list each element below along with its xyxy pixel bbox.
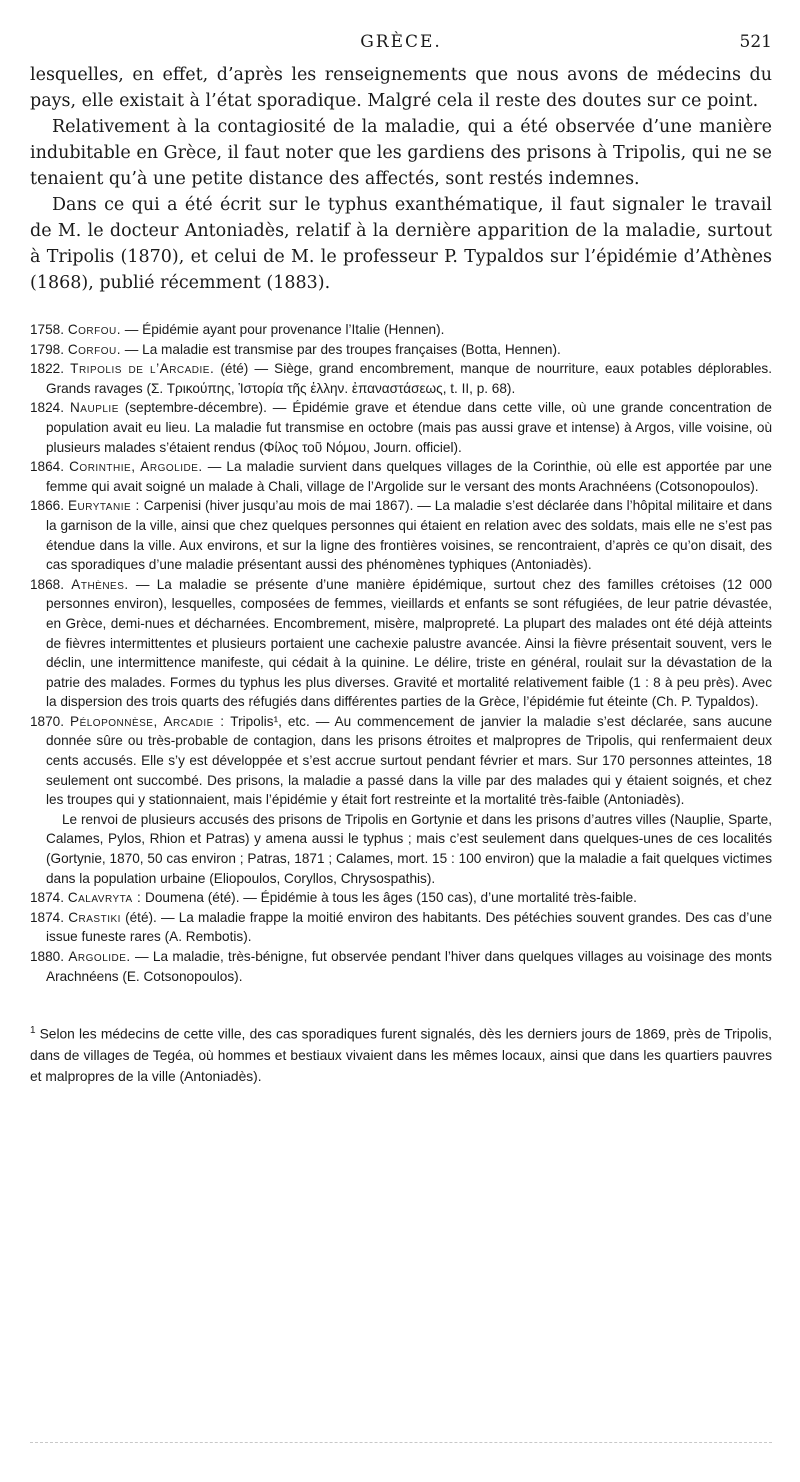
- page: [30, 28, 772, 1087]
- chronology-list: [30, 320, 772, 986]
- entry-place: Calavryta :: [67, 890, 142, 906]
- page-number: 521: [739, 32, 772, 52]
- entry-text: — La maladie, très-bénigne, fut observée pendant l’hiver dans quelques villages au voisinage des monts Arachnéens (E. Cotsonopoulos).: [46, 949, 772, 984]
- intro-paragraph: Relativement à la contagiosité de la maladie, qui a été observée d’une manière indubitable en Grèce, il faut noter que les gardiens des prisons à Tripolis, qui ne se tenaient qu’à une petite distance des affectés, sont restés indemnes.: [30, 117, 772, 189]
- chronology-continuation: Le renvoi de plusieurs accusés des prisons de Tripolis en Gortynie et dans les prisons d’autres villes (Nauplie, Sparte, Calames, Pylos, Rhion et Patras) y amena aussi le typhus ; mais c’est seulement dans quelques-unes de ces localités (Gortynie, 1870, 50 cas environ ; Patras, 1871 ; Calames, mort. 15 : 100 environ) que la maladie a fait quelques victimes dans la population urbaine (Eliopoulos, Coryllos, Chrysospathis).: [46, 811, 772, 886]
- footnote-mark: 1: [30, 1025, 36, 1037]
- entry-place: Corinthie, Argolide.: [69, 459, 203, 475]
- entry-year: 1880.: [30, 949, 65, 964]
- entry-year: 1874.: [30, 890, 65, 906]
- entry-year: 1864.: [30, 459, 65, 475]
- bottom-divider: [30, 1442, 772, 1443]
- entry-year: 1868.: [30, 576, 65, 592]
- entry-year: 1824.: [30, 400, 65, 416]
- entry-place: Corfou.: [67, 341, 122, 357]
- entry-place: Péloponnèse, Arcadie :: [70, 713, 225, 729]
- chronology-entry: [30, 908, 772, 947]
- chronology-entry: [30, 398, 772, 457]
- chronology-entry: [30, 496, 772, 574]
- chronology-entry: [30, 340, 772, 360]
- entry-year: 1798.: [30, 341, 65, 357]
- entry-place: Athènes.: [71, 576, 129, 592]
- entry-text: Doumena (été). — Épidémie à tous les âges (150 cas), d’une mortalité très-faible.: [141, 890, 637, 906]
- chronology-entry: [30, 888, 772, 908]
- intro-text: [30, 62, 772, 296]
- entry-text: Carpenisi (hiver jusqu’au mois de mai 1867). — La maladie s’est déclarée dans l’hôpital militaire et dans la garnison de la ville, ainsi que chez quelques personnes qui étaient en relation avec des soldats, mais elle ne s’est pas étendue dans la ville. Aux environs, et sur la ligne des frontières voisines, se rencontraient, d’après ce qu’on disait, des cas sporadiques d’une maladie présentant aussi des phénomènes typhiques (Antoniadès).: [46, 498, 772, 573]
- chronology-entry: [30, 712, 772, 810]
- chronology-entry: [30, 575, 772, 712]
- chronology-entry: [30, 457, 772, 496]
- entry-text: — La maladie se présente d’une manière épidémique, surtout chez des familles crétoises (12 000 personnes environ), lesquelles, composées de femmes, vieillards et enfants se sont réfugiées, de leur patrie dévastée, en Grèce, demi-nues et décharnées. Encombrement, misère, malpropreté. La plupart des malades ont été déjà atteints de fièvres intermittentes et plusieurs portaient une cachexie palustre avancée. Ainsi la fièvre présentait souvent, vers le déclin, une intermittence manifeste, qui cédait à la quinine. Le délire, triste en général, roulait sur la dévastation de la patrie des malades. Formes du typhus les plus diverses. Gravité et mortalité relativement faible (1 : 8 à peu près). Avec la dispersion des trois quarts des réfugiés dans différentes parties de la Grèce, l’épidémie fut éteinte (Ch. P. Typaldos).: [46, 576, 773, 710]
- intro-paragraph: lesquelles, en effet, d’après les renseignements que nous avons de médecins du pays, elle existait à l’état sporadique. Malgré cela il reste des doutes sur ce point.: [30, 65, 772, 111]
- entry-year: 1758.: [30, 322, 65, 337]
- footnote-text: Selon les médecins de cette ville, des cas sporadiques furent signalés, dès les derniers jours de 1869, près de Tripolis, dans de villages de Tegéa, où hommes et bestiaux vivaient dans les mêmes locaux, ainsi que dans les quartiers pauvres et malpropres de la ville (Antoniadès).: [30, 1026, 772, 1084]
- entry-text: — La maladie survient dans quelques villages de la Corinthie, où elle est apportée par une femme qui avait soigné un malade à Chali, village de l’Argolide sur le versant des monts Arachnéens (Cotsonopoulos).: [46, 459, 772, 494]
- entry-place: Eurytanie :: [67, 498, 140, 514]
- entry-place: Corfou.: [67, 322, 122, 337]
- entry-place: Argolide.: [68, 949, 131, 964]
- page-header: [30, 28, 772, 62]
- intro-paragraph: Dans ce qui a été écrit sur le typhus exanthématique, il faut signaler le travail de M. le docteur Antoniadès, relatif à la dernière apparition de la maladie, surtout à Tripolis (1870), et celui de M. le professeur P. Typaldos sur l’épidémie d’Athènes (1868), publié récemment (1883).: [30, 195, 772, 293]
- entry-year: 1874.: [30, 909, 65, 925]
- entry-text: Tripolis¹, etc. — Au commencement de janvier la maladie s’est déclarée, sans aucune donnée sûre ou très-probable de contagion, dans les prisons étroites et malpropres de Tripolis, qui renfermaient deux cents accusés. Elle s’y est développée et s’est accrue surtout pendant février et mars. Sur 170 personnes atteintes, 18 seulement ont succombé. Des prisons, la maladie a passé dans la ville par des malades qui y étaient soignés, et chez les troupes qui y stationnaient, mais l’épidémie y était fort restreinte et la mortalité très-faible (Antoniadès).: [46, 713, 773, 808]
- entry-text: (septembre-décembre). — Épidémie grave et étendue dans cette ville, où une grande concentration de population avait eu lieu. La maladie fut transmise en octobre (mais pas aussi grave et intense) à Argos, ville voisine, où plusieurs malades s’étaient rendus (Φίλος τοῦ Νόμου, Journ. officiel).: [46, 400, 772, 455]
- entry-year: 1822.: [30, 361, 65, 377]
- chronology-entry: [30, 320, 772, 340]
- footnote: [30, 1020, 772, 1087]
- entry-text: (été) — Siège, grand encombrement, manque de nourriture, eaux potables déplorables. Grands ravages (Σ. Τρικούπης, Ἱστορία τῆς ἑλλην. ἐπαναστάσεως, t. II, p. 68).: [46, 361, 773, 396]
- entry-text: — Épidémie ayant pour provenance l’Italie (Hennen).: [121, 322, 445, 337]
- entry-place: Crastiki: [68, 909, 121, 925]
- entry-text: — La maladie est transmise par des troupes françaises (Botta, Hennen).: [121, 341, 561, 357]
- entry-year: 1866.: [30, 498, 65, 514]
- chronology-entry: [30, 947, 772, 986]
- chronology-entry: [30, 359, 772, 398]
- running-title: GRÈCE.: [360, 32, 442, 52]
- entry-place: Tripolis de l’Arcadie.: [70, 361, 215, 377]
- entry-text: (été). — La maladie frappe la moitié environ des habitants. Des pétéchies souvent grandes. Des cas d’une issue funeste rares (A. Rembotis).: [46, 909, 772, 945]
- entry-place: Nauplie: [69, 400, 119, 416]
- entry-year: 1870.: [30, 713, 65, 729]
